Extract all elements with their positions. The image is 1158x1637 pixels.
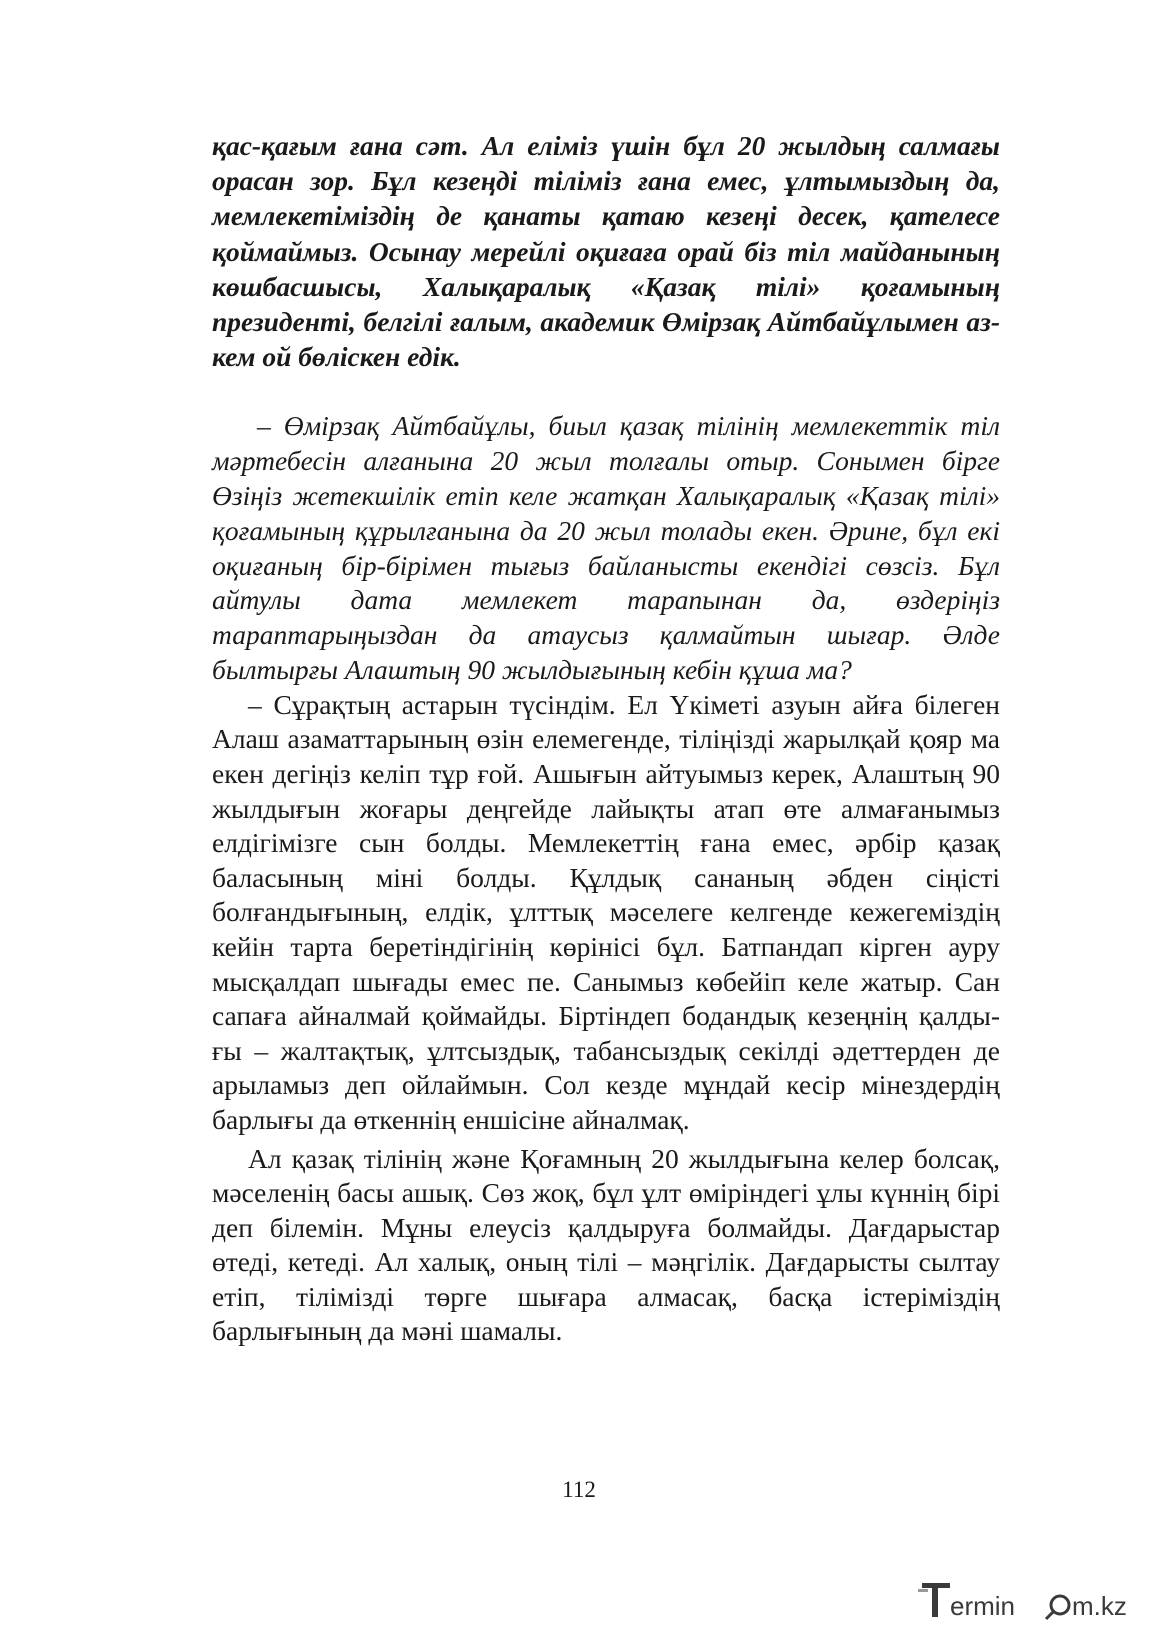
answer-paragraph-2: Ал қазақ тілінің және Қоғамның 20 жылдығына келер болсақ, мәселенің басы ашық. Сөз жоқ, бұл ұлт өміріндегі ұлы күннің бірі деп білемін. Мұны елеусіз қалдыруға болмайды. Дағдарыстар өтеді, кетеді. Ал халық, оның тілі – мәңгілік. Дағдарысты сылтау етіп, тілімізді төрге шығара алмасақ, басқа істеріміздің барлығының да мәні шамалы. <box>212 1142 1000 1347</box>
intro-paragraph: қас-қағым ғана сәт. Ал еліміз үшін бұл 20 жылдың салмағы орасан зор. Бұл кезеңді тіліміз ғана емес, ұлтымыздың да, мемлекетіміздің де қанаты қатаю кезеңі десек, қателесе қоймаймыз. Осынау мерейлі оқиғаға орай біз тіл майданының көшбасшысы, Халықаралық «Қазақ тілі» қоғамының президенті, белгілі ғалым, академик Өмірзақ Айтбайұлымен аз-кем ой бөліскен едік. <box>212 130 1000 373</box>
magnifier-icon <box>1046 1596 1069 1619</box>
terminco-watermark-logo <box>918 1577 1136 1625</box>
watermark-text-part2: m.kz <box>1072 1591 1127 1621</box>
page-body <box>212 128 1000 1349</box>
watermark-text-part1: ermin <box>950 1591 1016 1621</box>
answer-paragraph-1: – Сұрақтың астарын түсіндім. Ел Үкіметі азуын айға білеген Алаш азаматтарының өзін елемегенде, тіліңізді жарылқай қояр ма екен дегіңіз келіп тұр ғой. Ашығын айтуымыз керек, Алаштың 90 жылдығын жоғары деңгейде лайықты атап өте алмағанымыз елдігімізге сын болды. Мемлекеттің ғана емес, әрбір қазақ баласының міні болды. Құлдық сананың әбден сіңісті болғандығының, елдік, ұлттық мәселеге келгенде кежегеміздің кейін тарта беретіндігінің көрінісі бұл. Батпандап кірген ауру мысқалдап шығады емес пе. Санымыз көбейіп келе жатыр. Сан сапаға айналмай қоймайды. Біртіндеп бодандық кезеңнің қалды-ғы – жалтақтық, ұлтсыздық, табансыздық секілді әдеттерден де арыламыз деп ойлаймын. Сол кезде мұндай кесір мінездердің барлығы да өткеннің еншісіне айналмақ. <box>212 688 1000 1135</box>
page-number: 112 <box>562 1477 596 1502</box>
question-paragraph: – Өмірзақ Айтбайұлы, биыл қазақ тілінің мемлекеттік тіл мәртебесін алғанына 20 жыл толғалы отыр. Сонымен бірге Өзіңіз жетекшілік етіп келе жатқан Халықаралық «Қазақ тілі» қоғамының құрылғанына да 20 жыл толады екен. Әрине, бұл екі оқиғаның бір-бірімен тығыз байланысты екендігі сөзсіз. Бұл айтулы дата мемлекет тарапынан да, өздеріңіз тараптарыңыздан да атаусыз қалмайтын шығар. Әлде былтырғы Алаштың 90 жылдығының кебін құша ма? <box>212 410 1000 685</box>
